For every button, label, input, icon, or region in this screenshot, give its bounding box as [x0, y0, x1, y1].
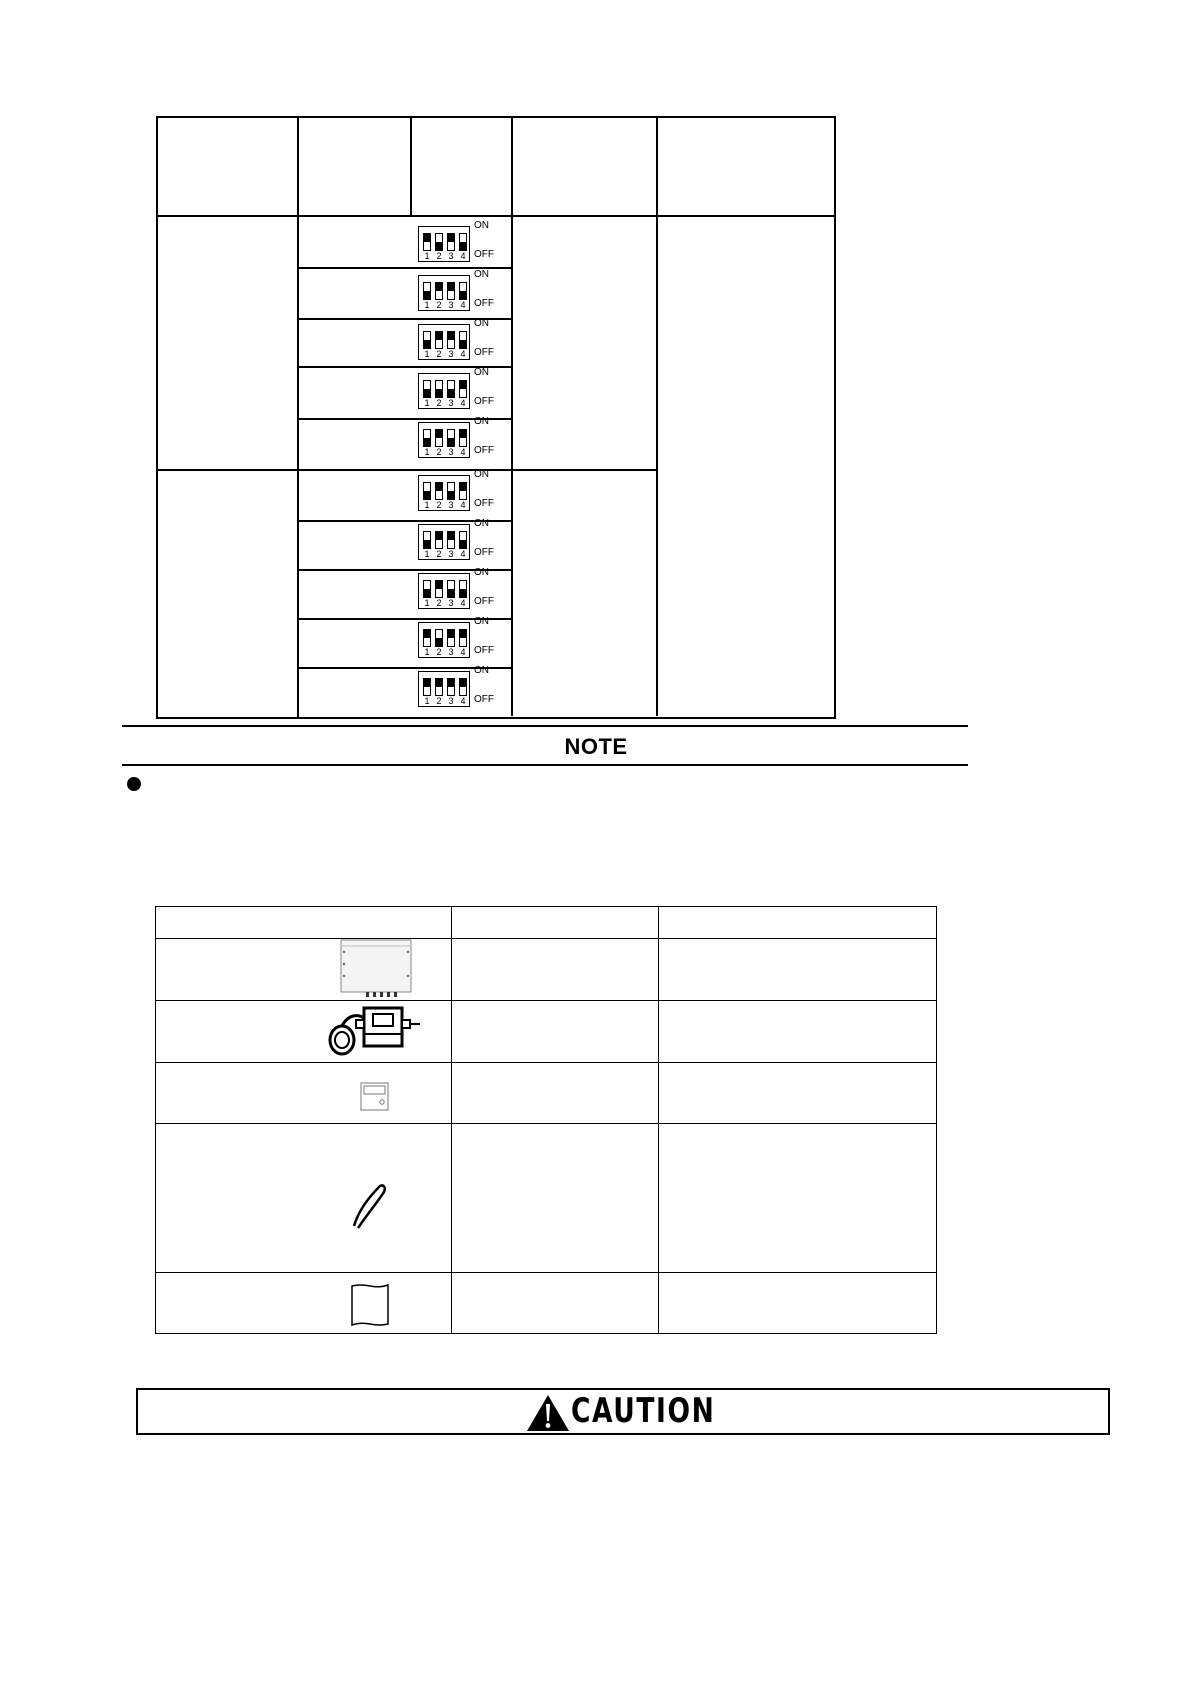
dip-switch-number: 4 [460, 398, 466, 408]
dip-switch-number: 1 [424, 647, 430, 657]
dip-switch-number: 4 [460, 349, 466, 359]
dip-switch-2 [418, 271, 512, 313]
dip-switch-lever-4 [459, 282, 467, 300]
dip-switch-knob [459, 380, 467, 389]
note-bullet [127, 777, 141, 791]
dip-switch-knob [435, 678, 443, 687]
dip-switch-knob [423, 340, 431, 349]
dip-switch-knob [447, 531, 455, 540]
dip-switch-7 [418, 520, 512, 562]
dip-switch-lever-3 [447, 629, 455, 647]
dip-switch-number: 2 [436, 300, 442, 310]
dip-switch-number: 4 [460, 500, 466, 510]
dip-switch-lever-1 [423, 282, 431, 300]
note-title: NOTE [564, 734, 628, 759]
dip-switch-lever-2 [435, 629, 443, 647]
dip-switch-knob [435, 580, 443, 589]
dip-switch-lever-4 [459, 233, 467, 251]
dip-switch-lever-4 [459, 380, 467, 398]
dip-switch-lever-1 [423, 629, 431, 647]
dip-switch-lever-3 [447, 580, 455, 598]
wired-controller-icon [360, 1082, 390, 1112]
dip-switch-knob [447, 389, 455, 398]
dip-switch-knob [459, 291, 467, 300]
dip-switch-lever-4 [459, 678, 467, 696]
dip-switch-number: 1 [424, 500, 430, 510]
warning-triangle-icon [526, 1394, 570, 1432]
dip-on-label: ON [474, 318, 489, 329]
dip-on-label: ON [474, 220, 489, 231]
dip-switch-knob [447, 589, 455, 598]
dip-switch-lever-4 [459, 580, 467, 598]
dip-switch-number: 3 [448, 500, 454, 510]
dip-switch-number: 2 [436, 647, 442, 657]
dip-on-label: ON [474, 616, 489, 627]
dip-switch-number: 3 [448, 647, 454, 657]
dip-switch-number: 1 [424, 549, 430, 559]
dip-switch-knob [435, 429, 443, 438]
dip-switch-lever-4 [459, 331, 467, 349]
dip-switch-knob [459, 678, 467, 687]
dip-off-label: OFF [474, 347, 494, 358]
dip-on-label: ON [474, 567, 489, 578]
dip-switch-number: 4 [460, 598, 466, 608]
dip-switch-knob [447, 629, 455, 638]
dip-off-label: OFF [474, 249, 494, 260]
dip-on-label: ON [474, 518, 489, 529]
dip-on-label: ON [474, 469, 489, 480]
dip-switch-number: 2 [436, 447, 442, 457]
dip-switch-number: 2 [436, 398, 442, 408]
dip-on-label: ON [474, 269, 489, 280]
dip-switch-lever-2 [435, 678, 443, 696]
dip-switch-lever-3 [447, 380, 455, 398]
dip-switch-lever-4 [459, 629, 467, 647]
dip-switch-lever-2 [435, 429, 443, 447]
dip-on-label: ON [474, 416, 489, 427]
dip-switch-lever-2 [435, 282, 443, 300]
dip-switch-housing [418, 671, 470, 707]
dip-switch-lever-1 [423, 429, 431, 447]
dip-switch-knob [435, 638, 443, 647]
dip-switch-lever-2 [435, 380, 443, 398]
dip-switch-number: 4 [460, 300, 466, 310]
dip-switch-number: 2 [436, 696, 442, 706]
dip-switch-number: 1 [424, 349, 430, 359]
dip-switch-knob [435, 531, 443, 540]
dip-switch-8 [418, 569, 512, 611]
dip-off-label: OFF [474, 694, 494, 705]
dip-off-label: OFF [474, 396, 494, 407]
dip-switch-number: 3 [448, 598, 454, 608]
dip-switch-housing [418, 324, 470, 360]
dip-switch-knob [435, 482, 443, 491]
dip-switch-9 [418, 618, 512, 660]
dip-off-label: OFF [474, 596, 494, 607]
dip-switch-knob [447, 331, 455, 340]
dip-switch-lever-1 [423, 580, 431, 598]
dip-switch-lever-3 [447, 233, 455, 251]
dip-switch-knob [423, 540, 431, 549]
dip-switch-knob [423, 589, 431, 598]
dip-switch-number: 2 [436, 549, 442, 559]
dip-switch-housing [418, 226, 470, 262]
dip-switch-number: 4 [460, 696, 466, 706]
sensor-with-cable-icon [326, 1004, 422, 1060]
dip-switch-lever-1 [423, 331, 431, 349]
dip-switch-lever-2 [435, 580, 443, 598]
dip-switch-housing [418, 422, 470, 458]
dip-switch-lever-1 [423, 482, 431, 500]
dip-switch-lever-1 [423, 380, 431, 398]
dip-switch-knob [459, 629, 467, 638]
caution-title: CAUTION [571, 1391, 716, 1431]
dip-switch-knob [459, 242, 467, 251]
dip-switch-knob [423, 678, 431, 687]
dip-switch-number: 1 [424, 598, 430, 608]
dip-switch-number: 1 [424, 447, 430, 457]
dip-switch-knob [447, 438, 455, 447]
dip-switch-number: 4 [460, 647, 466, 657]
dip-switch-knob [447, 491, 455, 500]
dip-switch-knob [459, 589, 467, 598]
dip-switch-number: 2 [436, 598, 442, 608]
dip-switch-knob [459, 540, 467, 549]
dip-switch-number: 2 [436, 251, 442, 261]
dip-off-label: OFF [474, 547, 494, 558]
dip-off-label: OFF [474, 298, 494, 309]
dip-switch-lever-4 [459, 482, 467, 500]
dip-off-label: OFF [474, 498, 494, 509]
dip-switch-knob [423, 491, 431, 500]
dip-off-label: OFF [474, 645, 494, 656]
dip-switch-lever-4 [459, 429, 467, 447]
dip-switch-housing [418, 373, 470, 409]
dip-switch-lever-3 [447, 331, 455, 349]
dip-switch-number: 1 [424, 696, 430, 706]
dip-switch-number: 3 [448, 300, 454, 310]
dip-switch-knob [435, 242, 443, 251]
dip-switch-number: 4 [460, 549, 466, 559]
dip-switch-knob [423, 629, 431, 638]
control-box-icon [338, 938, 416, 998]
dip-switch-lever-3 [447, 482, 455, 500]
dip-switch-knob [447, 233, 455, 242]
dip-on-label: ON [474, 665, 489, 676]
dip-switch-housing [418, 275, 470, 311]
manual-booklet-icon [350, 1282, 392, 1328]
dip-switch-lever-3 [447, 531, 455, 549]
dip-switch-knob [447, 282, 455, 291]
dip-switch-knob [435, 389, 443, 398]
dip-switch-lever-4 [459, 531, 467, 549]
dip-switch-number: 3 [448, 349, 454, 359]
dip-switch-lever-1 [423, 531, 431, 549]
dip-switch-number: 2 [436, 500, 442, 510]
dip-switch-knob [423, 233, 431, 242]
dip-switch-lever-3 [447, 678, 455, 696]
dip-switch-lever-1 [423, 233, 431, 251]
dip-switch-housing [418, 573, 470, 609]
dip-switch-lever-3 [447, 282, 455, 300]
dip-switch-housing [418, 524, 470, 560]
dip-switch-knob [435, 331, 443, 340]
dip-switch-10 [418, 667, 512, 709]
dip-switch-knob [459, 482, 467, 491]
dip-switch-6 [418, 471, 512, 513]
dip-switch-5 [418, 418, 512, 460]
dip-switch-knob [459, 429, 467, 438]
dip-switch-number: 1 [424, 300, 430, 310]
dip-switch-number: 3 [448, 251, 454, 261]
dip-switch-number: 4 [460, 251, 466, 261]
dip-switch-number: 3 [448, 447, 454, 457]
dip-switch-knob [447, 678, 455, 687]
cable-tie-icon [350, 1182, 388, 1230]
dip-switch-number: 3 [448, 696, 454, 706]
dip-on-label: ON [474, 367, 489, 378]
dip-switch-3 [418, 320, 512, 362]
dip-switch-housing [418, 622, 470, 658]
dip-off-label: OFF [474, 445, 494, 456]
dip-switch-knob [435, 282, 443, 291]
dip-switch-4 [418, 369, 512, 411]
dip-switch-knob [459, 340, 467, 349]
dip-switch-knob [423, 438, 431, 447]
dip-switch-lever-2 [435, 482, 443, 500]
dip-switch-housing [418, 475, 470, 511]
dip-switch-lever-2 [435, 531, 443, 549]
dip-switch-knob [423, 389, 431, 398]
dip-switch-number: 3 [448, 549, 454, 559]
dip-switch-knob [423, 291, 431, 300]
dip-switch-number: 3 [448, 398, 454, 408]
dip-switch-number: 4 [460, 447, 466, 457]
dip-switch-lever-3 [447, 429, 455, 447]
dip-switch-number: 2 [436, 349, 442, 359]
dip-switch-lever-2 [435, 331, 443, 349]
dip-switch-lever-2 [435, 233, 443, 251]
dip-switch-number: 1 [424, 251, 430, 261]
dip-switch-lever-1 [423, 678, 431, 696]
dip-switch-1 [418, 222, 512, 264]
dip-switch-number: 1 [424, 398, 430, 408]
